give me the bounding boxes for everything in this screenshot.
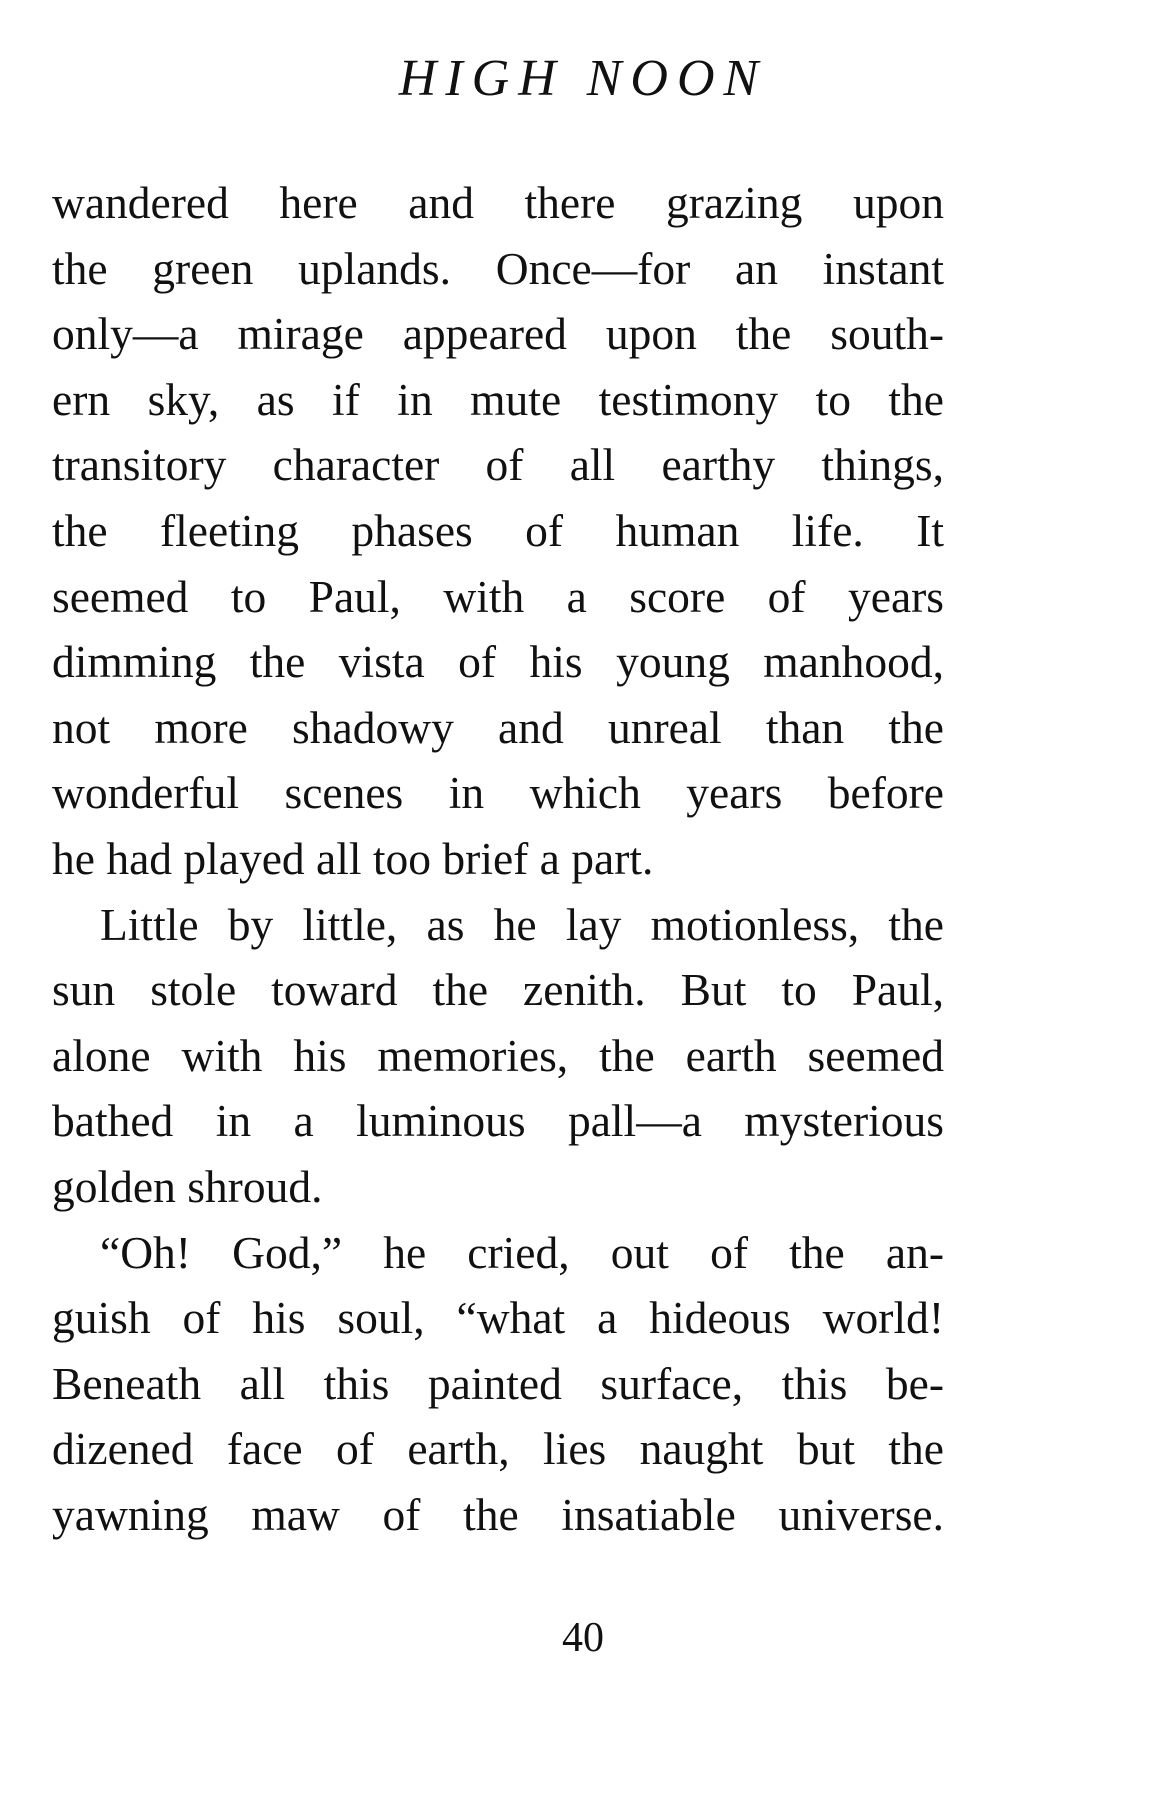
text-line: yawning maw of the insatiable universe.: [52, 1488, 944, 1540]
body-text: [52, 170, 944, 1547]
text-line: Beneath all this painted surface, this be-: [52, 1357, 944, 1409]
running-head: [0, 44, 1166, 114]
text-line: sun stole toward the zenith. But to Paul,: [52, 964, 944, 1016]
paragraph-end-line: golden shroud.: [52, 1160, 323, 1212]
text-line: transitory character of all earthy things,: [52, 439, 944, 491]
text-line: dizened face of earth, lies naught but the: [52, 1423, 944, 1475]
text-line: not more shadowy and unreal than the: [52, 701, 944, 753]
text-line: ern sky, as if in mute testimony to the: [52, 373, 944, 425]
text-line: guish of his soul, “what a hideous world!: [52, 1292, 944, 1344]
running-head-text: HIGH NOON: [398, 50, 768, 107]
paragraph-end-line: he had played all too brief a part.: [52, 832, 654, 884]
paragraph-start-line: Little by little, as he lay motionless, the: [100, 898, 944, 950]
text-line: bathed in a luminous pall—a mysterious: [52, 1095, 944, 1147]
text-line: the green uplands. Once—for an instant: [52, 242, 944, 294]
text-line: alone with his memories, the earth seemed: [52, 1029, 944, 1081]
paragraph-start-line: “Oh! God,” he cried, out of the an-: [100, 1226, 944, 1278]
text-line: wandered here and there grazing upon: [52, 177, 944, 228]
text-line: the fleeting phases of human life. It: [52, 504, 944, 556]
text-line: only—a mirage appeared upon the south-: [52, 308, 944, 360]
text-line: wonderful scenes in which years before: [52, 767, 944, 819]
page-number: 40: [562, 1615, 604, 1661]
text-line: seemed to Paul, with a score of years: [52, 570, 944, 622]
text-line: dimming the vista of his young manhood,: [52, 636, 944, 688]
